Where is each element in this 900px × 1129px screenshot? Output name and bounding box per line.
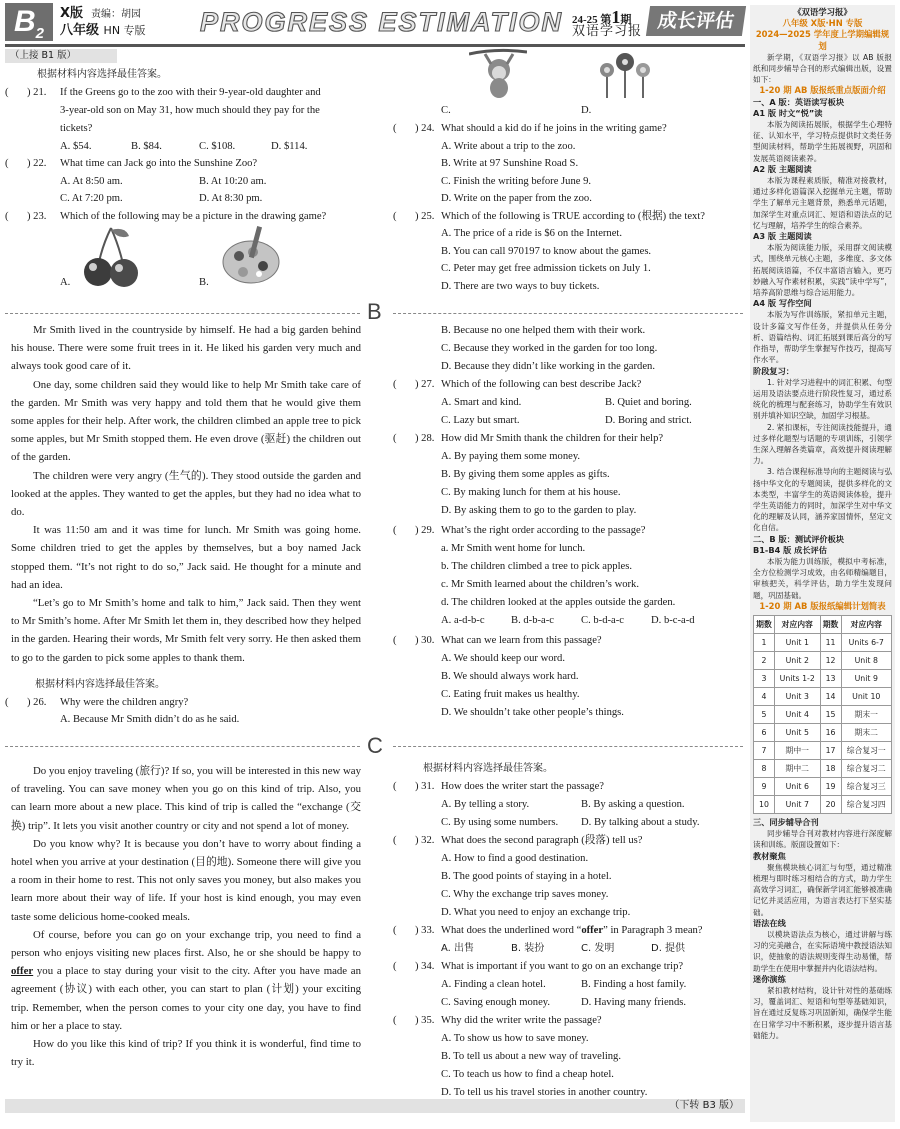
- issue-number: 24-25 第1期: [572, 7, 632, 27]
- edition-plan-sidebar: [750, 5, 895, 1122]
- option-c: C. Lazy but smart.: [441, 415, 520, 426]
- page-code-badge: $B_2$: [5, 3, 53, 41]
- answer-paren[interactable]: (: [393, 123, 397, 134]
- sidebar-heading: A3 版 主题阅读: [753, 231, 812, 242]
- question-text: Which of the following is TRUE according to (根据) the text?: [441, 211, 705, 222]
- option-a: A. Finding a clean hotel.: [441, 979, 546, 990]
- sidebar-heading: 一、A 版：英语读写板块: [753, 96, 845, 107]
- sidebar-subtitle: 2024—2025 学年度上学期编辑规划: [755, 29, 890, 51]
- option-d: D. 提供: [651, 943, 686, 954]
- option-b: B. We should always work hard.: [441, 671, 579, 682]
- option-d: D. At 8:30 pm.: [199, 193, 263, 204]
- question-text: Why did the writer write the passage?: [441, 1015, 602, 1026]
- table-cell: Unit 6: [774, 777, 820, 795]
- table-cell: 综合复习一: [841, 741, 892, 759]
- option-a-label: A.: [60, 277, 71, 288]
- paper-name: 双语学习报: [572, 24, 643, 39]
- option-b: B. You can call 970197 to know about the games.: [441, 246, 652, 257]
- option-a: A. Because Mr Smith didn’t do as he said.: [60, 714, 240, 725]
- option-c: C. Because they worked in the garden for too long.: [441, 343, 658, 354]
- answer-paren[interactable]: (: [393, 1015, 397, 1026]
- question-text: If the Greens go to the zoo with their 9-year-old daughter and: [60, 87, 321, 98]
- sidebar-intro: 新学期，《双语学习报》以 AB 版报纸和同步辅导合刊的形式编辑出版，设置如下：: [753, 52, 892, 85]
- table-cell: 6: [754, 723, 775, 741]
- question-text: What’s the right order according to the passage?: [441, 525, 646, 536]
- question-number: ) 22.: [27, 158, 47, 169]
- question-text: How does the writer start the passage?: [441, 781, 604, 792]
- answer-paren[interactable]: (: [393, 211, 397, 222]
- answer-paren[interactable]: (: [5, 697, 9, 708]
- sidebar-text: 紧扣教材结构，设计针对性的基础练习，覆盖词汇、短语和句型等基础知识，旨在通过反复练习巩固新知，确保学生能在日常学习中不断积累，逐步提升语言基础能力。: [753, 986, 892, 1040]
- option-a: A. Write about a trip to the zoo.: [441, 141, 576, 152]
- paragraph: “Let’s go to Mr Smith’s home and talk to him,” Jack said. Then they went to Mr Smith’s home. After Mr Smith let them in, they described how they helped in the garden. Hearing their words, Mr Smith felt very sorry. He then asked them to go to the garden to pick some apples to thank them.: [11, 597, 361, 664]
- table-cell: Unit 8: [841, 651, 892, 669]
- table-cell: Unit 1: [774, 633, 820, 651]
- option-b: B. By giving them some apples as gifts.: [441, 469, 610, 480]
- option-c: C. Why the exchange trip saves money.: [441, 889, 609, 900]
- grade-line: 八年级 HN 专版: [60, 23, 146, 38]
- option-a: A. The price of a ride is $6 on the Internet.: [441, 228, 623, 239]
- option-d: D. There are two ways to buy tickets.: [441, 281, 600, 292]
- answer-paren[interactable]: (: [393, 835, 397, 846]
- option-b: B. d-b-a-c: [511, 615, 554, 626]
- sidebar-heading: 三、同步辅导合刊: [753, 816, 819, 827]
- option-a: A. a-d-b-c: [441, 615, 485, 626]
- sidebar-heading: 阶段复习：: [753, 365, 794, 376]
- sidebar-text: 3. 结合课程标准导向的主题阅读与弘扬中华文化的专题阅读，提供多样化的文本类型，丰富学生的英语阅读体验，提升学生英语能力的同时，加深学生对中华文化的理解及认同，涵养家国情怀，坚定文化自信。: [753, 467, 892, 533]
- table-cell: 期中一: [774, 741, 820, 759]
- sidebar-text: 本版为阅读能力版，采用群文阅读模式，围绕单元核心主题，多维度、多文体拓展阅读语篇，不仅丰富语言输入，更巧妙融入写作素材积累，实践“读中学写”，培养高阶思维与综合运用能力。: [753, 243, 892, 298]
- table-cell: Unit 10: [841, 687, 892, 705]
- table-cell: 8: [754, 759, 775, 777]
- question-text: How did Mr Smith thank the children for their help?: [441, 433, 664, 444]
- sidebar-subtitle: 八年级 X版·HN 专版: [782, 18, 863, 29]
- instruction: 根据材料内容选择最佳答案。: [37, 69, 167, 80]
- answer-paren[interactable]: (: [393, 961, 397, 972]
- section-label-c: C: [367, 733, 383, 758]
- answer-paren[interactable]: (: [393, 433, 397, 444]
- paragraph-text: Of course, before you can go on your exchange trip, you need to find a person who enjoys visiting new places first. Also, he or she should be happy to: [11, 928, 361, 960]
- sidebar-text: 本版为写作训练版，紧扣单元主题，设计多篇文写作任务，并提供从任务分析、语篇结构、词汇拓展到课后高分的写作指导，帮助学生掌握写作技巧，提高写作水平。: [753, 310, 892, 365]
- option-b: B. The good points of staying in a hotel.: [441, 871, 612, 882]
- option-c: C. Eating fruit makes us healthy.: [441, 689, 580, 700]
- option-c: C. $108.: [199, 141, 236, 152]
- table-cell: Unit 2: [774, 651, 820, 669]
- option-c: C. Finish the writing before June 9.: [441, 176, 592, 187]
- section-divider: [5, 313, 360, 314]
- continued-to: （下转 B3 版）: [669, 1100, 739, 1111]
- table-row: [754, 633, 892, 651]
- answer-paren[interactable]: (: [393, 379, 397, 390]
- sidebar-heading: 二、B 版：测试评价板块: [753, 533, 844, 544]
- table-cell: 3: [754, 669, 775, 687]
- table-cell: 14: [820, 687, 841, 705]
- table-cell: Unit 9: [841, 669, 892, 687]
- paragraph: Do you know why? It is because you don’t have to worry about finding a hotel when you arrive at your destination (目的地). Someone there will give you a room in their home to rest. This not only saves you money, but also makes you learn more about their way of life. If your host is kind enough, you may even taste some delicious home-cooked meals.: [11, 837, 361, 923]
- question-number: ) 29.: [415, 525, 435, 536]
- answer-paren[interactable]: (: [393, 525, 397, 536]
- table-cell: Units 6-7: [841, 633, 892, 651]
- question-number: ) 24.: [415, 123, 435, 134]
- table-header-cell: 对应内容: [774, 615, 820, 633]
- table-cell: 18: [820, 759, 841, 777]
- option-b-label: B.: [199, 277, 209, 288]
- option-d: D. By asking them to go to the garden to play.: [441, 505, 637, 516]
- sidebar-text: 1. 针对学习进程中的词汇积累、句型运用及语法要点进行阶段性复习，通过系统化的梳理与配套练习，协助学生有效识别并填补知识空缺，加固学习根基。: [753, 377, 892, 421]
- option-b: B. Finding a host family.: [581, 979, 687, 990]
- option-a: A. To show us how to save money.: [441, 1033, 589, 1044]
- option-a: A. By paying them some money.: [441, 451, 581, 462]
- table-cell: 综合复习二: [841, 759, 892, 777]
- option-c: C. Saving enough money.: [441, 997, 551, 1008]
- option-d: D. $114.: [271, 141, 308, 152]
- instruction: 根据材料内容选择最佳答案。: [35, 679, 165, 690]
- option-c: C. b-d-a-c: [581, 615, 624, 626]
- option-a: A. We should keep our word.: [441, 653, 565, 664]
- option-b: B. Because no one helped them with their work.: [441, 325, 646, 336]
- option-c: C. To teach us how to find a cheap hotel.: [441, 1069, 614, 1080]
- option-a: A. By telling a story.: [441, 799, 530, 810]
- table-row: [754, 723, 892, 741]
- question-text: Which of the following may be a picture in the drawing game?: [60, 211, 327, 222]
- table-cell: 19: [820, 777, 841, 795]
- sidebar-text: 以模块语法点为核心，通过讲解与练习的完美融合，在实际语境中教授语法知识，使抽象的语法规则变得生动易懂，帮助学生在使用中掌握并内化语法结构。: [753, 930, 892, 973]
- paragraph: How do you like this kind of trip? If you think it is wonderful, find time to try it.: [11, 1038, 361, 1069]
- paragraph: Do you enjoy traveling (旅行)? If so, you will be interested in this new way of traveling. You can save money when you go on this kind of trip. Also, you can learn more about a new place. This kind of trip is called the “exchange (交换) trip”. It lets you visit another country or city and not spend a lot of money.: [11, 765, 361, 832]
- sidebar-text: 聚焦模块核心词汇与句型，通过精准梳理与即时练习相结合的方式，助力学生高效学习词汇，确保新学词汇能够被准确记忆并灵活应用，为语言表达打下坚实基础。: [753, 862, 892, 917]
- sidebar-heading: 语法在线: [753, 917, 786, 928]
- question-text: tickets?: [60, 123, 93, 134]
- paragraph: One day, some children said they would like to help Mr Smith take care of the garden. Mr Smith was very happy and told them that he would give them some apples for their help. After work, the children climbed an apple tree to pick some apples, but Mr Smith stopped them. He even drove (驱赶) the children out of the garden.: [11, 378, 361, 464]
- question-number: ) 34.: [415, 961, 435, 972]
- table-cell: 15: [820, 705, 841, 723]
- main-content: [5, 46, 745, 1116]
- table-cell: Unit 5: [774, 723, 820, 741]
- table-body: [754, 633, 892, 813]
- answer-paren[interactable]: (: [5, 211, 9, 222]
- underlined-word: offer: [11, 965, 34, 978]
- table-cell: 4: [754, 687, 775, 705]
- option-d: D. To tell us his travel stories in another country.: [441, 1087, 648, 1098]
- event-a: a. Mr Smith went home for lunch.: [441, 543, 586, 554]
- event-b: b. The children climbed a tree to pick apples.: [441, 561, 633, 572]
- option-a: A. How to find a good destination.: [441, 853, 589, 864]
- table-cell: Unit 3: [774, 687, 820, 705]
- section-divider: [393, 313, 743, 314]
- edition-line: X版 责编：胡园: [60, 6, 142, 21]
- event-d: d. The children looked at the apples outside the garden.: [441, 597, 676, 608]
- event-c: c. Mr Smith learned about the children’s work.: [441, 579, 639, 590]
- table-row: [754, 687, 892, 705]
- answer-paren[interactable]: (: [393, 925, 397, 936]
- table-cell: 期中二: [774, 759, 820, 777]
- sidebar-text: 同步辅导合刊对教材内容进行深度解读和训练。版面设置如下：: [753, 829, 892, 850]
- question-number: ) 33.: [415, 925, 435, 936]
- table-row: [754, 795, 892, 813]
- table-row: [754, 705, 892, 723]
- paragraph: The children were very angry (生气的). They stood outside the garden and looked at the apples. They wanted to get the apples, but they had no idea what to do.: [11, 469, 361, 519]
- edition-plan-table: [753, 615, 892, 814]
- option-d: D. Write on the paper from the zoo.: [441, 193, 592, 204]
- sidebar-heading: B1-B4 版 成长评估: [753, 544, 827, 555]
- question-number: ) 21.: [27, 87, 47, 98]
- table-cell: 2: [754, 651, 775, 669]
- option-d: D. Because they didn’t like working in the garden.: [441, 361, 655, 372]
- table-cell: 20: [820, 795, 841, 813]
- table-cell: 期末二: [841, 723, 892, 741]
- table-row: [754, 669, 892, 687]
- continued-from: （上接 B1 版）: [5, 49, 117, 63]
- sidebar-heading: A2 版 主题阅读: [753, 163, 812, 174]
- answer-paren[interactable]: (: [5, 87, 9, 98]
- question-number: ) 25.: [415, 211, 435, 222]
- option-a: A. $54.: [60, 141, 92, 152]
- sidebar-text: 2. 紧扣课标，专注阅读技能提升，通过多样化题型与话题的专项训练，引领学生深入理解各类篇章，高效提升阅读理解力。: [753, 422, 892, 466]
- table-cell: 12: [820, 651, 841, 669]
- sidebar-heading: 迷你演练: [753, 973, 786, 984]
- question-number: ) 35.: [415, 1015, 435, 1026]
- paragraph: [11, 926, 361, 1035]
- option-d: D. By talking about a study.: [581, 817, 700, 828]
- option-a: A. 出售: [441, 943, 475, 954]
- flowers-picture: [593, 46, 659, 100]
- table-cell: 13: [820, 669, 841, 687]
- table-cell: 综合复习三: [841, 777, 892, 795]
- option-b: B. By asking a question.: [581, 799, 685, 810]
- option-b: B. Write at 97 Sunshine Road S.: [441, 158, 579, 169]
- table-header-cell: 对应内容: [841, 615, 892, 633]
- table-row: [754, 741, 892, 759]
- instruction: 根据材料内容选择最佳答案。: [423, 763, 553, 774]
- paragraph-text: you a place to stay during your visit to the city. After you have made an agreement (协议) with each other, you can start to plan (计划) your exciting trip. Remember, when the person comes to your city one day, you have to find him or her a place to stay.: [11, 965, 361, 1032]
- continued-to-bar: [5, 1099, 745, 1113]
- table-cell: 综合复习四: [841, 795, 892, 813]
- sidebar-heading: A4 版 写作空间: [753, 298, 812, 309]
- question-text: What can we learn from this passage?: [441, 635, 602, 646]
- table-row: [754, 651, 892, 669]
- option-b: B. 装扮: [511, 943, 545, 954]
- question-text-part: What does the underlined word “: [441, 925, 582, 936]
- table-cell: Unit 7: [774, 795, 820, 813]
- sidebar-heading: 教材聚焦: [753, 850, 786, 861]
- option-d: D. Having many friends.: [581, 997, 687, 1008]
- option-d-label: D.: [581, 105, 592, 116]
- question-keyword: offer: [581, 925, 604, 936]
- sidebar-heading: A1 版 时文“悦”读: [753, 107, 823, 118]
- answer-paren[interactable]: (: [393, 635, 397, 646]
- option-c: C. By using some numbers.: [441, 817, 559, 828]
- answer-paren[interactable]: (: [393, 781, 397, 792]
- passage-b: [11, 321, 361, 667]
- question-number: ) 23.: [27, 211, 47, 222]
- passage-c: [11, 762, 361, 1071]
- table-cell: 5: [754, 705, 775, 723]
- question-text: Why were the children angry?: [60, 697, 189, 708]
- table-cell: 11: [820, 633, 841, 651]
- question-number: ) 31.: [415, 781, 435, 792]
- sidebar-text: 本版为能力训练版，模拟中考标准，全方位检测学习成效，由名师精编题目，审核把关，科学评估，助力学生发现问题，巩固基础。: [753, 556, 892, 600]
- option-b: B. $84.: [131, 141, 162, 152]
- table-cell: Units 1-2: [774, 669, 820, 687]
- section-label-b: B: [367, 299, 382, 324]
- question-number: ) 26.: [27, 697, 47, 708]
- question-text: What does the second paragraph (段落) tell us?: [441, 835, 643, 846]
- cherries-picture: [81, 224, 141, 290]
- table-cell: 7: [754, 741, 775, 759]
- option-d: D. Boring and strict.: [605, 415, 692, 426]
- option-c: C. 发明: [581, 943, 615, 954]
- option-d: D. What you need to enjoy an exchange trip.: [441, 907, 631, 918]
- question-text: [441, 924, 703, 938]
- paragraph: Mr Smith lived in the countryside by himself. He had a big garden behind his house. There were some fruit trees in it. He liked his garden very much and always took good care of it.: [11, 324, 361, 373]
- question-text: Which of the following can best describe Jack?: [441, 379, 642, 390]
- answer-paren[interactable]: (: [5, 158, 9, 169]
- question-number: ) 27.: [415, 379, 435, 390]
- banner-title: PROGRESS ESTIMATION: [200, 7, 564, 37]
- section-divider: [393, 746, 743, 747]
- table-row: [754, 777, 892, 795]
- table-cell: Unit 4: [774, 705, 820, 723]
- question-text-part: ” in Paragraph 3 mean?: [603, 925, 703, 936]
- paint-palette-picture: [219, 222, 281, 288]
- option-a: A. Smart and kind.: [441, 397, 522, 408]
- question-text: What should a kid do if he joins in the writing game?: [441, 123, 667, 134]
- option-c: C. Peter may get free admission tickets on July 1.: [441, 263, 651, 274]
- option-a: A. At 8:50 am.: [60, 176, 123, 187]
- sidebar-text: 本版为阅读拓展版，根据学生心理特征、认知水平，学习特点提供时文类任务型阅读材料，帮助学生拓展视野，巩固和发展英语阅读素养。: [753, 120, 892, 163]
- paragraph: It was 11:50 am and it was time for lunch. Mr Smith was going home. Some children tried to get the apples by themselves, but a boy named Jack stopped them. “It’s not right to do so,” Jack said. He thought for a minute and had an idea.: [11, 524, 361, 591]
- sidebar-title: 《双语学习报》: [793, 7, 852, 17]
- table-cell: 9: [754, 777, 775, 795]
- sidebar-heading: 1-20 期 AB 版报纸编辑计划简表: [759, 600, 886, 611]
- option-d: D. b-c-a-d: [651, 615, 695, 626]
- table-row: [754, 759, 892, 777]
- option-b: B. Quiet and boring.: [605, 397, 692, 408]
- table-header-row: [754, 615, 892, 633]
- section-divider: [5, 746, 360, 747]
- question-number: ) 28.: [415, 433, 435, 444]
- table-header-cell: 期数: [820, 615, 841, 633]
- table-cell: 10: [754, 795, 775, 813]
- sidebar-text: 本版为课程素质版，精准对接教材，通过多样化语篇深入挖掘单元主题，帮助学生了解单元主题背景，熟悉单元话题，加深学生对重点词汇、短语和语法点的记忆与理解，培养学生的综合素养。: [753, 176, 892, 230]
- table-cell: 17: [820, 741, 841, 759]
- option-c-label: C.: [441, 105, 451, 116]
- table-cell: 期末一: [841, 705, 892, 723]
- question-number: ) 32.: [415, 835, 435, 846]
- question-text: What time can Jack go into the Sunshine Zoo?: [60, 158, 258, 169]
- question-text: What is important if you want to go on an exchange trip?: [441, 961, 684, 972]
- option-b: B. At 10:20 am.: [199, 176, 267, 187]
- table-header-cell: 期数: [754, 615, 775, 633]
- question-text: 3-year-old son on May 31, how much should they pay for the: [60, 105, 320, 116]
- table-cell: 1: [754, 633, 775, 651]
- monkey-picture: [469, 48, 527, 100]
- option-c: C. At 7:20 pm.: [60, 193, 123, 204]
- brand-logo: 成长评估: [646, 6, 746, 36]
- option-b: B. To tell us about a new way of traveling.: [441, 1051, 622, 1062]
- table-cell: 16: [820, 723, 841, 741]
- option-d: D. We shouldn’t take other people’s things.: [441, 707, 624, 718]
- option-c: C. By making lunch for them at his house.: [441, 487, 621, 498]
- sidebar-heading: 1-20 期 AB 版报纸重点版面介绍: [759, 85, 886, 96]
- question-number: ) 30.: [415, 635, 435, 646]
